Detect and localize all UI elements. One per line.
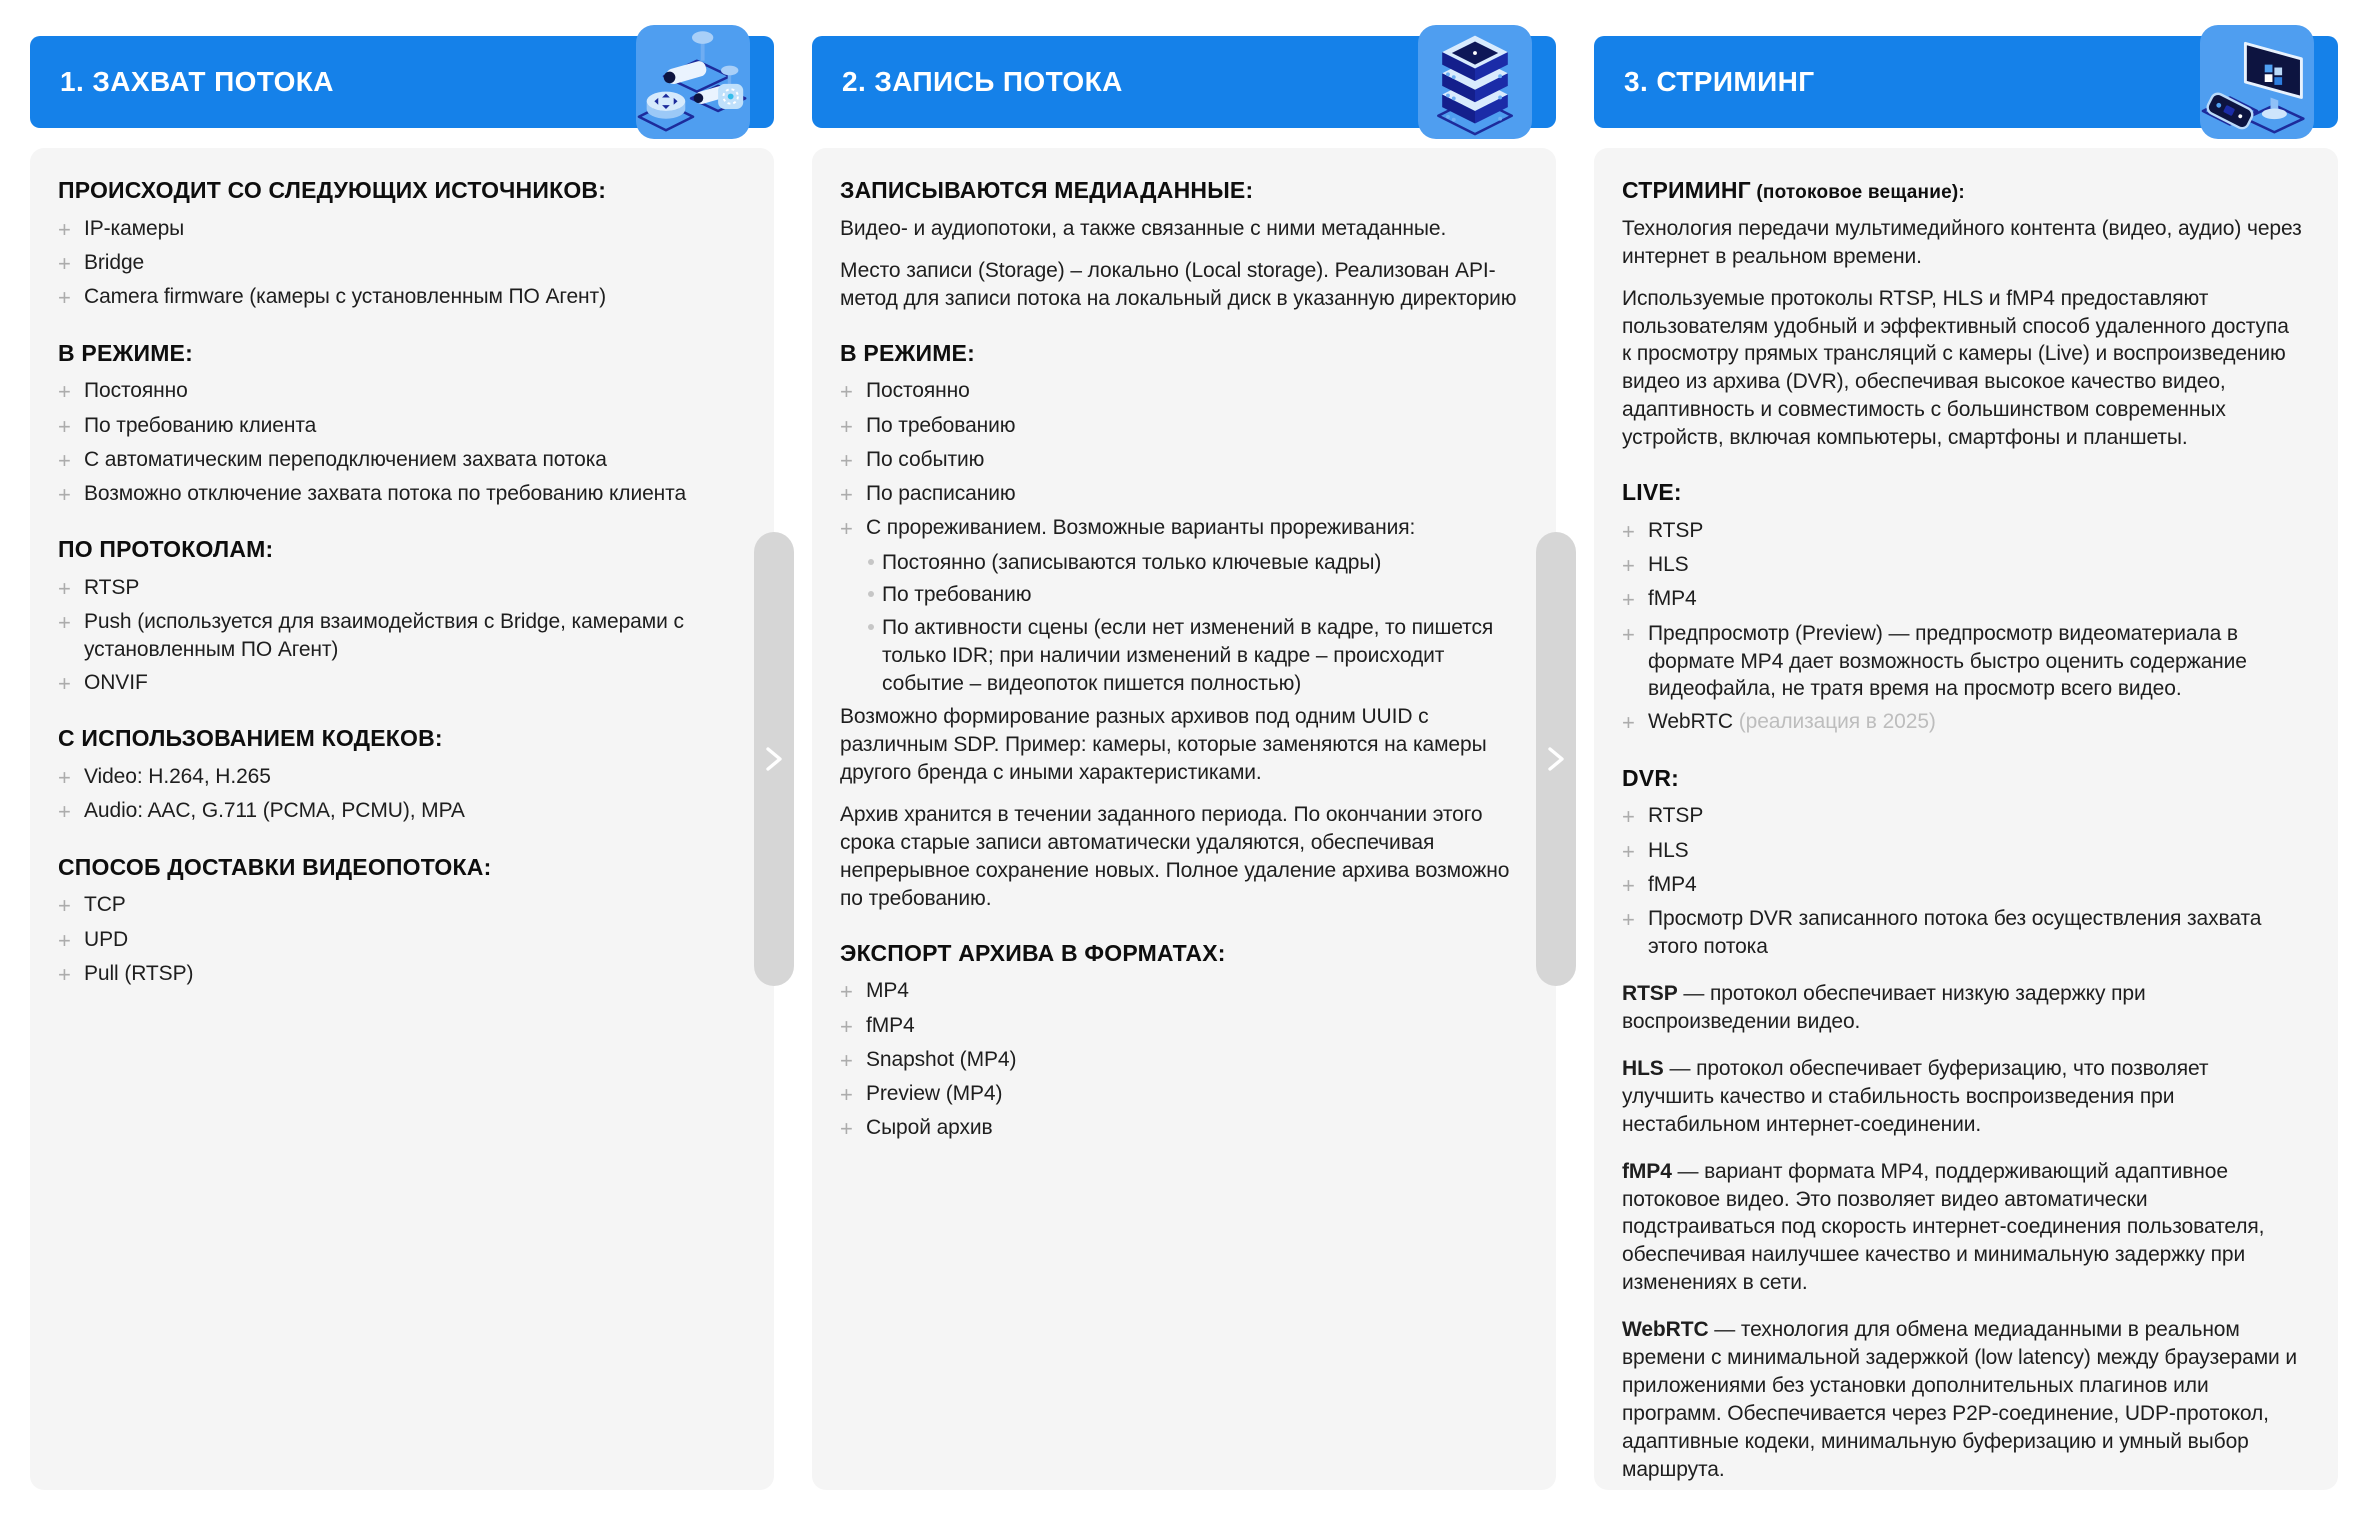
plus-bullet-icon: + bbox=[58, 413, 71, 439]
plus-bullet-icon: + bbox=[58, 671, 71, 697]
list-item-label: Camera firmware (камеры с установленным ПО Агент) bbox=[84, 285, 606, 309]
section-heading bbox=[58, 724, 738, 753]
plus-bullet-icon: + bbox=[840, 1047, 853, 1073]
list-item-text bbox=[84, 797, 738, 826]
sub-list-item-text: Постоянно (записываются только ключевые кадры) bbox=[882, 550, 1382, 574]
plus-bullet-icon: + bbox=[840, 379, 853, 405]
list-item-text bbox=[866, 1046, 1520, 1075]
list-item bbox=[58, 960, 738, 989]
list-item-label: По расписанию bbox=[866, 482, 1016, 506]
plus-bullet-icon: + bbox=[840, 1013, 853, 1039]
plus-bullet-icon: + bbox=[58, 893, 71, 919]
paragraph-text: — технология для обмена медиаданными в реальном времени с минимальной задержкой (low latency) между браузерами и приложениями без установки дополнительных плагинов или программ. Обеспечивается через P2P-соединение, UDP-протокол, адаптивные кодеки, минимальную буферизацию и умный выбор маршрута. bbox=[1622, 1318, 2298, 1481]
list-item-label: Постоянно bbox=[84, 379, 188, 403]
section-heading bbox=[58, 339, 738, 368]
column-title-streaming: 3. СТРИМИНГ bbox=[1624, 66, 1815, 97]
section-heading-subtext: (потоковое вещание): bbox=[1750, 182, 1965, 203]
paragraph-text: Технология передачи мультимедийного контента (видео, аудио) через интернет в реальном времени. bbox=[1622, 216, 2302, 268]
section-heading-text: СТРИМИНГ bbox=[1622, 177, 1751, 203]
column-record bbox=[812, 36, 1556, 1490]
server-stack-icon bbox=[1418, 25, 1532, 139]
list-item bbox=[1622, 620, 2302, 704]
list-item bbox=[58, 215, 738, 244]
monitor-phone-icon bbox=[2200, 25, 2314, 139]
plus-bullet-icon: + bbox=[58, 610, 71, 636]
paragraph-text: Используемые протоколы RTSP, HLS и fMP4 предоставляют пользователям удобный и эффективный способ удаленного доступа к просмотру прямых трансляций с камеры (Live) и воспроизведению видео из архива (DVR), обеспечивая высокое качество видео, адаптивность и совместимость с большинством современных устройств, включая компьютеры, смартфоны и планшеты. bbox=[1622, 286, 2289, 450]
list-item-text bbox=[84, 669, 738, 698]
list-item bbox=[840, 446, 1520, 475]
list-item bbox=[840, 1080, 1520, 1109]
list-item-label: Сырой архив bbox=[866, 1116, 993, 1140]
list-item-label: Snapshot (MP4) bbox=[866, 1047, 1017, 1071]
section-heading-text: ПО ПРОТОКОЛАМ: bbox=[58, 536, 274, 563]
list-item-text bbox=[866, 480, 1520, 509]
section-heading bbox=[58, 176, 738, 205]
paragraph-lead-term: RTSP bbox=[1622, 981, 1678, 1005]
section-heading-text: DVR: bbox=[1622, 764, 1680, 791]
plus-bullet-icon: + bbox=[840, 1116, 853, 1142]
sub-list-item bbox=[840, 549, 1520, 577]
plus-bullet-icon: + bbox=[1622, 518, 1635, 544]
paragraph-text: Видео- и аудиопотоки, а также связанные с ними метаданные. bbox=[840, 216, 1447, 240]
section-heading bbox=[840, 339, 1520, 368]
list-item-label: Возможно отключение захвата потока по требованию клиента bbox=[84, 482, 687, 505]
dot-bullet-icon bbox=[866, 581, 882, 609]
list-item-text bbox=[84, 480, 738, 509]
chevron-right-icon bbox=[763, 744, 785, 774]
list-item-text bbox=[866, 412, 1520, 441]
sub-list-item bbox=[840, 581, 1520, 609]
list-item bbox=[840, 977, 1520, 1006]
list-item-text bbox=[1648, 905, 2302, 961]
list-item-text bbox=[84, 412, 738, 441]
list-item-label: MP4 bbox=[866, 979, 909, 1003]
list-item-label: С автоматическим переподключением захвата потока bbox=[84, 447, 607, 471]
list-item-text bbox=[1648, 585, 2302, 614]
list-item-label: RTSP bbox=[1648, 804, 1704, 828]
paragraph-text: — протокол обеспечивает буферизацию, что позволяет улучшить качество и стабильность воспроизведения при нестабильном интернет-соединении. bbox=[1622, 1056, 2209, 1136]
list-item bbox=[58, 926, 738, 955]
plus-bullet-icon: + bbox=[58, 927, 71, 953]
section-heading bbox=[1622, 176, 2302, 205]
plus-bullet-icon: + bbox=[840, 413, 853, 439]
list-item-text bbox=[1648, 551, 2302, 580]
list-item-text bbox=[84, 377, 738, 406]
list-item bbox=[58, 574, 738, 603]
list-item bbox=[1622, 837, 2302, 866]
list-item-label: Push (используется для взаимодействия с Bridge, камерами с установленным ПО Агент) bbox=[84, 610, 684, 662]
list-item-text bbox=[1648, 837, 2302, 866]
plus-bullet-icon: + bbox=[58, 447, 71, 473]
plus-bullet-icon: + bbox=[1622, 838, 1635, 864]
plus-bullet-icon: + bbox=[1622, 710, 1635, 736]
list-item bbox=[1622, 708, 2302, 737]
plus-bullet-icon: + bbox=[840, 482, 853, 508]
list-item-label: RTSP bbox=[1648, 518, 1704, 542]
plus-bullet-icon: + bbox=[1622, 587, 1635, 613]
paragraph-text: Место записи (Storage) – локально (Local storage). Реализован API-метод для записи потока на локальный диск в указанную директорию bbox=[840, 258, 1517, 310]
list-item-text bbox=[866, 1114, 1520, 1143]
list-item-label: Preview (MP4) bbox=[866, 1082, 1003, 1106]
dot-bullet-icon bbox=[866, 614, 882, 698]
list-item bbox=[58, 797, 738, 826]
list-item bbox=[1622, 517, 2302, 546]
plus-bullet-icon: + bbox=[1622, 872, 1635, 898]
sub-list-item-text: По требованию bbox=[882, 583, 1032, 607]
plus-bullet-icon: + bbox=[58, 216, 71, 242]
column-streaming bbox=[1594, 36, 2338, 1490]
list-item-text bbox=[84, 249, 738, 278]
paragraph-text: Архив хранится в течении заданного периода. По окончании этого срока старые записи автоматически удаляются, обеспечивая непрерывное сохранение новых. Полное удаление архива возможно по требованию. bbox=[840, 802, 1510, 910]
paragraph bbox=[1622, 1158, 2302, 1298]
column-header-record bbox=[812, 36, 1556, 128]
list-item-label: IP-камеры bbox=[84, 216, 185, 240]
list-item bbox=[1622, 551, 2302, 580]
list-item-label: Video: H.264, H.265 bbox=[84, 765, 271, 789]
list-item bbox=[58, 480, 738, 509]
list-item-text bbox=[84, 446, 738, 475]
column-card-capture bbox=[30, 148, 774, 1490]
list-item-label: WebRTC bbox=[1648, 710, 1733, 734]
plus-bullet-icon: + bbox=[58, 576, 71, 601]
list-item-text bbox=[84, 891, 738, 920]
list-item bbox=[1622, 802, 2302, 831]
list-item-text bbox=[866, 446, 1520, 475]
paragraph bbox=[840, 215, 1520, 243]
paragraph-lead-term: HLS bbox=[1622, 1056, 1664, 1080]
plus-bullet-icon: + bbox=[58, 961, 71, 987]
plus-bullet-icon: + bbox=[58, 251, 71, 276]
list-item bbox=[58, 249, 738, 278]
paragraph-text: — протокол обеспечивает низкую задержку при воспроизведении видео. bbox=[1622, 981, 2146, 1033]
plus-bullet-icon: + bbox=[840, 1082, 853, 1108]
list-item bbox=[840, 1012, 1520, 1041]
list-item-text bbox=[866, 977, 1520, 1006]
section-heading-text: В РЕЖИМЕ: bbox=[840, 339, 975, 366]
list-item bbox=[840, 412, 1520, 441]
plus-bullet-icon: + bbox=[58, 379, 71, 405]
column-header-capture bbox=[30, 36, 774, 128]
list-item bbox=[840, 377, 1520, 406]
sub-list-item bbox=[840, 614, 1520, 698]
paragraph-text: — вариант формата MP4, поддерживающий адаптивное потоковое видео. Это позволяет видео автоматически подстраиваться под скорость интернет-соединения пользователя, обеспечивая наилучшее качество и минимальную задержку при изменениях в сети. bbox=[1622, 1159, 2265, 1295]
list-item bbox=[1622, 905, 2302, 961]
list-item-label: ONVIF bbox=[84, 671, 148, 695]
list-item-text bbox=[84, 215, 738, 244]
paragraph bbox=[840, 801, 1520, 913]
list-item bbox=[1622, 871, 2302, 900]
list-item-label: RTSP bbox=[84, 576, 140, 599]
section-heading bbox=[1622, 764, 2302, 793]
list-item-label: Предпросмотр (Preview) — предпросмотр видеоматериала в формате MP4 дает возможность быстро оценить содержание видеофайла, не тратя время на просмотр всего видео. bbox=[1648, 621, 2247, 701]
paragraph bbox=[1622, 980, 2302, 1036]
list-item bbox=[840, 480, 1520, 509]
list-item-label: Bridge bbox=[84, 251, 145, 274]
list-item-text bbox=[866, 1080, 1520, 1109]
sub-list-item-text: По активности сцены (если нет изменений в кадре, то пишется только IDR; при наличии изменений в кадре – происходит событие – видеопоток пишется полностью) bbox=[882, 616, 1494, 696]
section-heading bbox=[58, 853, 738, 882]
list-item-text bbox=[84, 926, 738, 955]
list-item bbox=[58, 669, 738, 698]
list-item-label: Pull (RTSP) bbox=[84, 961, 194, 985]
list-item-text bbox=[1648, 708, 2302, 737]
plus-bullet-icon: + bbox=[58, 285, 71, 311]
paragraph bbox=[1622, 285, 2302, 453]
list-item-text bbox=[84, 960, 738, 989]
plus-bullet-icon: + bbox=[840, 979, 853, 1005]
list-item bbox=[58, 377, 738, 406]
list-item-text bbox=[84, 608, 738, 664]
list-item bbox=[840, 514, 1520, 543]
next-flow-divider-1[interactable] bbox=[754, 532, 794, 986]
plus-bullet-icon: + bbox=[1622, 804, 1635, 830]
paragraph bbox=[840, 703, 1520, 787]
list-item-note: (реализация в 2025) bbox=[1732, 710, 1936, 734]
list-item-label: HLS bbox=[1648, 553, 1689, 577]
list-item-label: UPD bbox=[84, 927, 129, 951]
cameras-isometric-icon bbox=[636, 25, 750, 139]
paragraph-lead-term: WebRTC bbox=[1622, 1318, 1709, 1342]
list-item bbox=[58, 446, 738, 475]
section-heading bbox=[840, 939, 1520, 968]
chevron-right-icon bbox=[1545, 744, 1567, 774]
list-item-text bbox=[866, 377, 1520, 406]
section-heading bbox=[840, 176, 1520, 205]
list-item-label: Постоянно bbox=[866, 379, 970, 403]
list-item bbox=[58, 891, 738, 920]
plus-bullet-icon: + bbox=[1622, 907, 1635, 933]
list-item bbox=[840, 1114, 1520, 1143]
plus-bullet-icon: + bbox=[840, 447, 853, 473]
plus-bullet-icon: + bbox=[1622, 621, 1635, 647]
list-item-text bbox=[84, 574, 738, 603]
section-heading-text: LIVE: bbox=[1622, 479, 1682, 506]
list-item-label: С прореживанием. Возможные варианты прореживания: bbox=[866, 516, 1416, 540]
list-item-label: fMP4 bbox=[866, 1013, 915, 1037]
list-item-text bbox=[866, 1012, 1520, 1041]
section-heading-text: В РЕЖИМЕ: bbox=[58, 339, 193, 366]
paragraph-lead-term: fMP4 bbox=[1622, 1159, 1672, 1183]
section-heading-text: С ИСПОЛЬЗОВАНИЕМ КОДЕКОВ: bbox=[58, 725, 443, 752]
column-capture bbox=[30, 36, 774, 1490]
list-item-text bbox=[1648, 802, 2302, 831]
list-item-text bbox=[1648, 871, 2302, 900]
column-card-streaming bbox=[1594, 148, 2338, 1490]
column-title-capture: 1. ЗАХВАТ ПОТОКА bbox=[60, 66, 334, 97]
list-item bbox=[840, 1046, 1520, 1075]
paragraph bbox=[1622, 215, 2302, 271]
section-heading bbox=[58, 535, 738, 564]
paragraph bbox=[1622, 1055, 2302, 1139]
list-item-label: fMP4 bbox=[1648, 872, 1697, 896]
list-item bbox=[58, 608, 738, 664]
plus-bullet-icon: + bbox=[58, 482, 71, 507]
paragraph-text: Возможно формирование разных архивов под одним UUID с различным SDP. Пример: камеры, которые заменяются на камеры другого бренда с иными характеристиками. bbox=[840, 705, 1487, 784]
list-item-label: Audio: AAC, G.711 (PCMA, PCMU), MPA bbox=[84, 799, 465, 823]
paragraph bbox=[840, 257, 1520, 313]
list-item-label: По событию bbox=[866, 447, 985, 471]
next-flow-divider-2[interactable] bbox=[1536, 532, 1576, 986]
plus-bullet-icon: + bbox=[840, 516, 853, 542]
list-item-label: HLS bbox=[1648, 838, 1689, 862]
plus-bullet-icon: + bbox=[58, 765, 71, 791]
list-item-text bbox=[84, 763, 738, 792]
list-item-label: По требованию bbox=[866, 413, 1016, 437]
list-item-label: Просмотр DVR записанного потока без осуществления захвата этого потока bbox=[1648, 907, 2262, 959]
column-header-streaming bbox=[1594, 36, 2338, 128]
list-item-text bbox=[84, 283, 738, 312]
list-item bbox=[58, 283, 738, 312]
list-item-text bbox=[866, 514, 1520, 543]
list-item bbox=[58, 763, 738, 792]
list-item-text bbox=[1648, 517, 2302, 546]
list-item-label: TCP bbox=[84, 893, 126, 917]
plus-bullet-icon: + bbox=[58, 799, 71, 825]
list-item bbox=[58, 412, 738, 441]
section-heading-text: СПОСОБ ДОСТАВКИ ВИДЕОПОТОКА: bbox=[58, 853, 492, 880]
column-title-record: 2. ЗАПИСЬ ПОТОКА bbox=[842, 66, 1123, 97]
list-item-label: fMP4 bbox=[1648, 587, 1697, 611]
dot-bullet-icon bbox=[866, 549, 882, 577]
section-heading-text: ЭКСПОРТ АРХИВА В ФОРМАТАХ: bbox=[840, 939, 1226, 966]
list-item-label: По требованию клиента bbox=[84, 413, 317, 437]
section-heading-text: ЗАПИСЫВАЮТСЯ МЕДИАДАННЫЕ: bbox=[840, 177, 1254, 203]
section-heading-text: ПРОИСХОДИТ СО СЛЕДУЮЩИХ ИСТОЧНИКОВ: bbox=[58, 177, 607, 203]
plus-bullet-icon: + bbox=[1622, 553, 1635, 579]
column-card-record bbox=[812, 148, 1556, 1490]
section-heading bbox=[1622, 478, 2302, 507]
list-item-text bbox=[1648, 620, 2302, 704]
paragraph bbox=[1622, 1316, 2302, 1484]
list-item bbox=[1622, 585, 2302, 614]
